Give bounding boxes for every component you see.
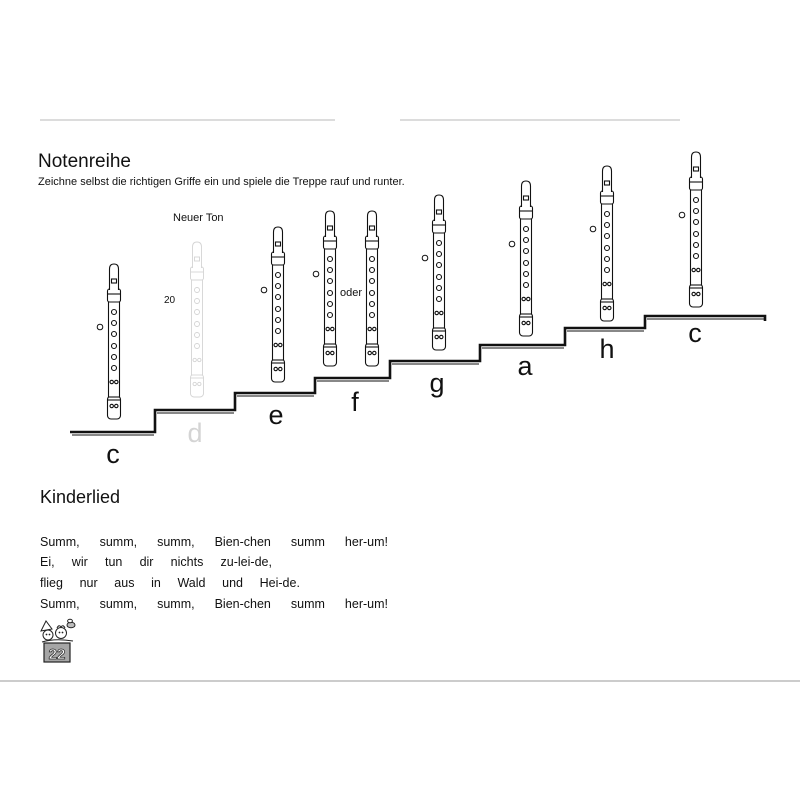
lyric-word: summ, xyxy=(99,535,138,549)
mascot-doodle xyxy=(41,619,75,642)
lyric-word: her-um! xyxy=(344,535,388,549)
recorder-mouthpiece xyxy=(110,264,119,290)
finger-hole xyxy=(605,212,610,217)
finger-hole xyxy=(605,257,610,262)
doodle-eye xyxy=(46,634,48,636)
thumb-hole-indicator xyxy=(509,241,515,247)
thumb-hole-indicator xyxy=(313,271,319,277)
double-hole-left xyxy=(603,282,606,285)
double-hole-left xyxy=(110,380,113,383)
finger-hole xyxy=(437,275,442,280)
double-hole-right xyxy=(527,297,530,300)
finger-hole xyxy=(276,318,281,323)
lyric-word: summ xyxy=(290,535,325,549)
finger-hole xyxy=(524,261,529,266)
lyric-word: summ, xyxy=(157,535,195,549)
finger-hole xyxy=(328,257,333,262)
note-label-c-high: c xyxy=(688,318,702,348)
recorder-c-1 xyxy=(108,264,121,419)
double-hole-left xyxy=(522,297,525,300)
recorder-window xyxy=(437,210,442,214)
double-hole-right xyxy=(373,351,376,354)
finger-hole xyxy=(370,302,375,307)
finger-hole xyxy=(694,209,699,214)
recorder-window xyxy=(524,196,529,200)
recorder-window xyxy=(605,181,610,185)
finger-hole xyxy=(328,313,333,318)
double-hole-left xyxy=(326,327,329,330)
double-hole-right xyxy=(608,282,611,285)
recorder-f-1 xyxy=(324,211,337,366)
recorder-window xyxy=(328,226,333,230)
finger-hole xyxy=(437,252,442,257)
page-number-badge xyxy=(38,616,78,666)
doodle-eye xyxy=(49,634,51,636)
double-hole-left xyxy=(368,351,371,354)
doodle-head-right xyxy=(56,628,67,639)
double-hole-right xyxy=(198,382,201,385)
finger-hole xyxy=(437,263,442,268)
double-hole-left xyxy=(603,306,606,309)
double-hole-left xyxy=(193,358,196,361)
lyric-word: aus xyxy=(114,576,135,590)
double-hole-right xyxy=(373,327,376,330)
recorder-d-1 xyxy=(191,242,204,397)
lyric-word: nur xyxy=(79,576,98,590)
double-hole-left xyxy=(326,351,329,354)
finger-hole xyxy=(370,257,375,262)
note-label-e: e xyxy=(268,400,284,430)
finger-hole xyxy=(276,295,281,300)
section-title-notenreihe: Notenreihe xyxy=(38,151,131,172)
new-tone-label: Neuer Ton xyxy=(173,212,224,224)
finger-hole xyxy=(370,291,375,296)
double-hole-right xyxy=(115,380,118,383)
finger-hole xyxy=(524,249,529,254)
lyric-word: flieg xyxy=(40,576,63,590)
page-number: 22 xyxy=(48,646,66,663)
lyric-line xyxy=(40,556,272,569)
recorder-fingering-diagrams xyxy=(97,152,702,419)
doodle-head-left xyxy=(43,630,53,640)
finger-hole xyxy=(195,299,200,304)
recorder-h-1 xyxy=(601,166,614,321)
note-label-h: h xyxy=(599,334,615,364)
recorder-e-1 xyxy=(272,227,285,382)
double-hole-right xyxy=(115,404,118,407)
finger-hole xyxy=(437,297,442,302)
lyric-word: her-um! xyxy=(344,597,388,611)
finger-hole xyxy=(437,286,442,291)
double-hole-left xyxy=(692,268,695,271)
recorder-head-joint xyxy=(366,236,379,249)
lyric-word: Summ, xyxy=(40,535,80,549)
recorder-mouthpiece xyxy=(193,242,202,268)
lyric-word: Bien-chen xyxy=(214,597,271,611)
lyric-word: zu-lei-de, xyxy=(220,555,272,569)
finger-hole xyxy=(328,268,333,273)
doodle-hair xyxy=(57,626,65,628)
recorder-head-joint xyxy=(690,177,703,190)
lyric-line xyxy=(40,577,300,590)
recorder-head-joint xyxy=(601,191,614,204)
finger-hole xyxy=(276,307,281,312)
finger-hole xyxy=(328,279,333,284)
double-hole-right xyxy=(440,335,443,338)
lyric-word: und xyxy=(222,576,243,590)
double-hole-right xyxy=(527,321,530,324)
recorder-c-high-1 xyxy=(690,152,703,307)
finger-hole xyxy=(112,310,117,315)
finger-hole xyxy=(437,241,442,246)
double-hole-right xyxy=(697,292,700,295)
note-label-d: d xyxy=(187,418,203,448)
lyric-word: Bien-chen xyxy=(214,535,271,549)
double-hole-left xyxy=(368,327,371,330)
double-hole-right xyxy=(608,306,611,309)
double-hole-left xyxy=(274,367,277,370)
double-hole-right xyxy=(331,351,334,354)
lyric-word: Hei-de. xyxy=(259,576,300,590)
double-hole-left xyxy=(110,404,113,407)
lyric-word: Wald xyxy=(177,576,206,590)
finger-hole xyxy=(195,333,200,338)
finger-hole xyxy=(328,302,333,307)
lyric-word: wir xyxy=(71,555,88,569)
finger-hole xyxy=(112,366,117,371)
lyric-word: tun xyxy=(104,555,123,569)
doodle-hat xyxy=(41,621,52,631)
staircase-outline xyxy=(70,316,765,432)
recorder-window xyxy=(112,279,117,283)
finger-hole xyxy=(195,344,200,349)
finger-hole xyxy=(195,288,200,293)
double-hole-right xyxy=(198,358,201,361)
recorder-window xyxy=(195,257,200,261)
finger-hole xyxy=(694,232,699,237)
lyric-word: nichts xyxy=(170,555,204,569)
finger-hole xyxy=(605,246,610,251)
instruction-text: Zeichne selbst die richtigen Griffe ein und spiele die Treppe rauf und runter. xyxy=(38,176,405,188)
finger-hole xyxy=(370,313,375,318)
recorder-head-joint xyxy=(433,220,446,233)
recorder-mouthpiece xyxy=(692,152,701,178)
recorder-head-joint xyxy=(520,206,533,219)
double-hole-left xyxy=(193,382,196,385)
staircase xyxy=(70,316,765,435)
finger-hole xyxy=(276,273,281,278)
double-hole-right xyxy=(697,268,700,271)
finger-hole xyxy=(112,355,117,360)
double-hole-left xyxy=(435,335,438,338)
lyric-line xyxy=(40,536,388,549)
recorder-window xyxy=(276,242,281,246)
recorder-g-1 xyxy=(433,195,446,350)
lyric-line xyxy=(40,598,388,611)
recorder-mouthpiece xyxy=(603,166,612,192)
lyric-word: Summ, xyxy=(40,597,80,611)
recorder-head-joint xyxy=(324,236,337,249)
finger-hole xyxy=(112,321,117,326)
finger-hole xyxy=(112,344,117,349)
finger-hole xyxy=(524,238,529,243)
thumb-hole-indicator xyxy=(261,287,267,293)
recorder-mouthpiece xyxy=(274,227,283,253)
finger-hole xyxy=(195,310,200,315)
recorder-a-1 xyxy=(520,181,533,336)
thumb-hole-indicator xyxy=(679,212,685,218)
double-hole-right xyxy=(331,327,334,330)
lyric-word: in xyxy=(151,576,161,590)
finger-hole xyxy=(524,272,529,277)
finger-hole xyxy=(328,291,333,296)
lyric-word: summ xyxy=(290,597,325,611)
double-hole-right xyxy=(440,311,443,314)
finger-hole xyxy=(370,279,375,284)
note-label-c: c xyxy=(106,439,120,469)
doodle-eye xyxy=(62,632,64,634)
note-label-f: f xyxy=(351,387,359,417)
double-hole-right xyxy=(279,343,282,346)
recorder-head-joint xyxy=(191,267,204,280)
recorder-head-joint xyxy=(108,289,121,302)
double-hole-left xyxy=(274,343,277,346)
recorder-window xyxy=(694,167,699,171)
finger-hole xyxy=(112,332,117,337)
finger-hole xyxy=(370,268,375,273)
double-hole-right xyxy=(279,367,282,370)
finger-hole xyxy=(694,243,699,248)
recorder-mouthpiece xyxy=(368,211,377,237)
note-label-a: a xyxy=(517,351,533,381)
finger-hole xyxy=(524,227,529,232)
section-title-kinderlied: Kinderlied xyxy=(40,487,121,507)
thumb-hole-indicator xyxy=(590,226,596,232)
thumb-hole-indicator xyxy=(422,255,428,261)
alternative-fingering-label: oder xyxy=(340,287,363,299)
finger-hole xyxy=(694,254,699,259)
finger-hole xyxy=(524,283,529,288)
lyric-word: summ, xyxy=(99,597,138,611)
finger-hole xyxy=(605,234,610,239)
recorder-head-joint xyxy=(272,252,285,265)
doodle-eye xyxy=(59,632,61,634)
double-hole-left xyxy=(435,311,438,314)
lyric-word: dir xyxy=(139,555,154,569)
bee-wing xyxy=(68,619,73,622)
lyric-word: summ, xyxy=(157,597,195,611)
finger-hole xyxy=(276,329,281,334)
recorder-mouthpiece xyxy=(326,211,335,237)
finger-hole xyxy=(694,220,699,225)
recorder-mouthpiece xyxy=(435,195,444,221)
lyric-word: Ei, xyxy=(40,555,55,569)
finger-hole xyxy=(605,223,610,228)
thumb-hole-indicator xyxy=(97,324,103,330)
double-hole-left xyxy=(522,321,525,324)
recorder-foot xyxy=(191,374,204,397)
finger-hole xyxy=(195,322,200,327)
double-hole-left xyxy=(692,292,695,295)
finger-hole xyxy=(694,198,699,203)
fingering-number: 20 xyxy=(164,295,176,306)
finger-hole xyxy=(276,284,281,289)
recorder-window xyxy=(370,226,375,230)
finger-hole xyxy=(605,268,610,273)
note-label-g: g xyxy=(429,368,445,398)
recorder-f-2 xyxy=(366,211,379,366)
recorder-mouthpiece xyxy=(522,181,531,207)
